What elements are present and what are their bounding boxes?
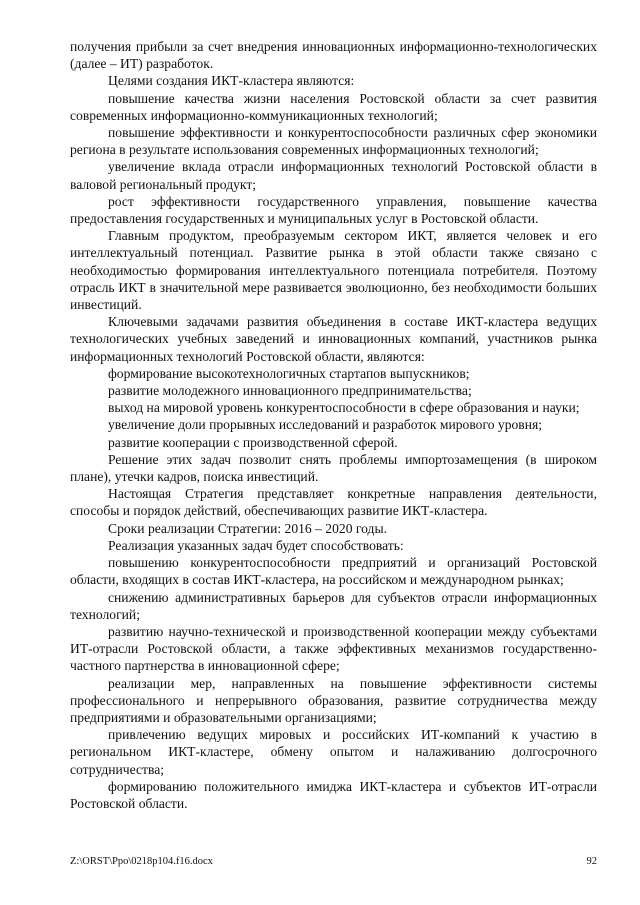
- goal-item: повышение эффективности и конкурентоспособности различных сфер экономики региона в результате использования современных информационных технологий;: [70, 125, 597, 158]
- task-item: развитие кооперации с производственной сферой.: [108, 434, 398, 450]
- paragraph-continuation: получения прибыли за счет внедрения инновационных информационно-технологических (далее – ИТ) разработок.: [70, 39, 597, 72]
- page-number: 92: [586, 856, 597, 867]
- implementation-item: привлечению ведущих мировых и российских ИТ-компаний к участию в региональном ИКТ-кластере, обмену опытом и налаживанию долгосрочного сотрудничества;: [70, 727, 597, 777]
- task-item: увеличение доли прорывных исследований и разработок мирового уровня;: [108, 417, 543, 433]
- paragraph-strategy: Настоящая Стратегия представляет конкретные направления деятельности, способы и порядок действий, обеспечивающих развитие ИКТ-кластера.: [70, 486, 597, 519]
- paragraph-implementation-intro: Реализация указанных задач будет способствовать:: [108, 537, 404, 553]
- paragraph-solution: Решение этих задач позволит снять проблемы импортозамещения (в широком плане), утечки кадров, поиска инвестиций.: [70, 451, 597, 485]
- task-item: выход на мировой уровень конкурентоспособности в сфере образования и науки;: [108, 400, 580, 416]
- paragraph-timeframe: Сроки реализации Стратегии: 2016 – 2020 годы.: [108, 520, 387, 536]
- task-item: формирование высокотехнологичных стартапов выпускников;: [108, 365, 470, 381]
- implementation-item: реализации мер, направленных на повышение эффективности системы профессионального и непрерывного образования, развитие сотрудничества между предприятиями и образовательными организациями;: [70, 675, 597, 725]
- goal-item: рост эффективности государственного управления, повышение качества предоставления государственных и муниципальных услуг в Ростовской области.: [70, 193, 597, 227]
- paragraph-main-product: Главным продуктом, преобразуемым сектором ИКТ, является человек и его интеллектуальный потенциал. Развитие рынка в этой области также связано с необходимостью формирования интеллектуального потенциала потребителя. Поэтому отрасль ИКТ в значительной мере развивается эволюционно, без необходимости больших инвестиций.: [70, 228, 597, 313]
- paragraph-tasks-intro: Ключевыми задачами развития объединения в составе ИКТ-кластера ведущих технологических учебных заведений и инновационных компаний, участников рынка информационных технологий Ростовской области, являются:: [70, 314, 597, 364]
- implementation-item: снижению административных барьеров для субъектов отрасли информационных технологий;: [70, 589, 597, 622]
- implementation-item: повышению конкурентоспособности предприятий и организаций Ростовской области, входящих в состав ИКТ-кластера, на российском и международном рынках;: [70, 555, 597, 588]
- goal-item: повышение качества жизни населения Ростовской области за счет развития современных информационно-коммуникационных технологий;: [70, 90, 597, 123]
- implementation-item: развитию научно-технической и производственной кооперации между субъектами ИТ-отрасли Ростовской области, а также эффективных механизмов государственно-частного партнерства в инновационной сфере;: [70, 623, 597, 674]
- goal-item: увеличение вклада отрасли информационных технологий Ростовской области в валовой региональный продукт;: [70, 159, 597, 192]
- paragraph-goals-intro: Целями создания ИКТ-кластера являются:: [108, 73, 355, 89]
- implementation-item: формированию положительного имиджа ИКТ-кластера и субъектов ИТ-отрасли Ростовской области.: [70, 778, 597, 811]
- document-body: [70, 38, 597, 812]
- file-path: Z:\ORST\Ppo\0218p104.f16.docx: [70, 856, 213, 867]
- task-item: развитие молодежного инновационного предпринимательства;: [108, 383, 472, 399]
